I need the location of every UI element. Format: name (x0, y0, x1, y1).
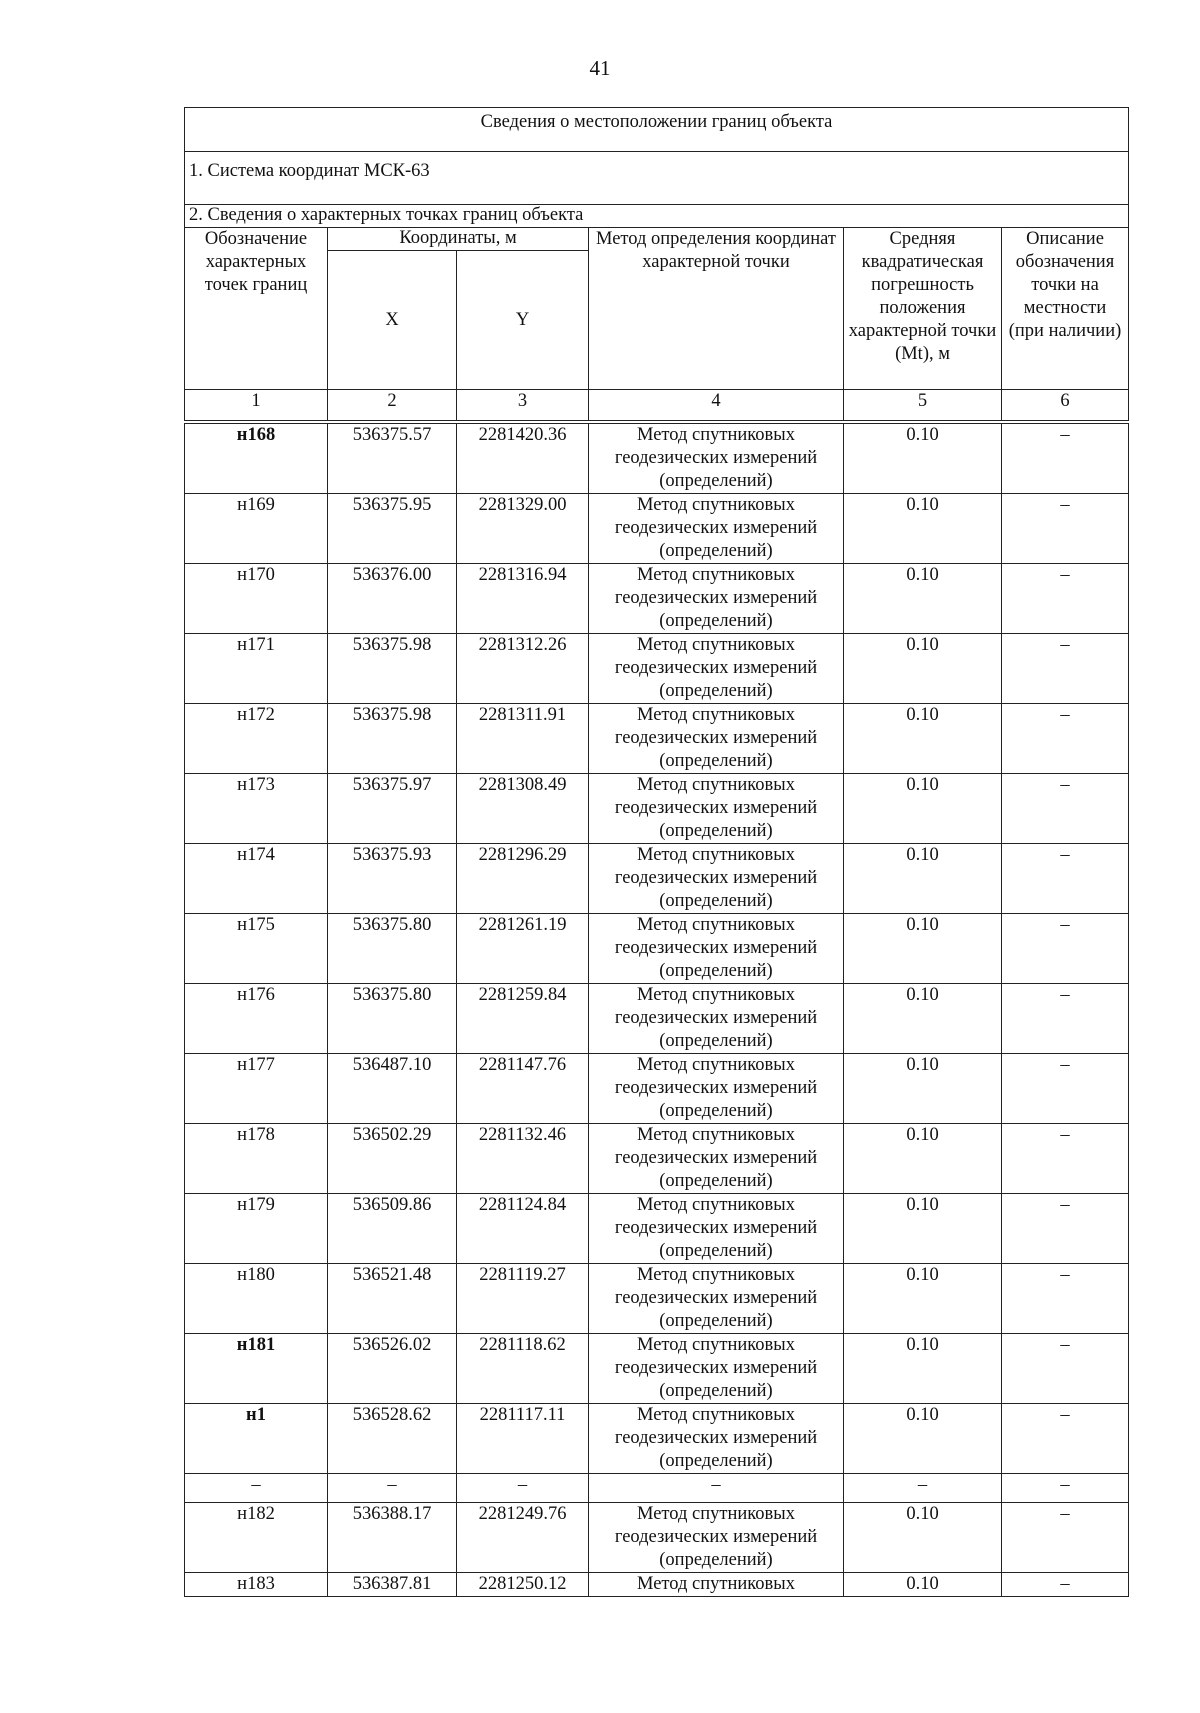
y-cell: 2281296.29 (457, 844, 589, 914)
error-cell: 0.10 (844, 1194, 1002, 1264)
x-cell: 536375.57 (328, 424, 457, 494)
y-cell: 2281124.84 (457, 1194, 589, 1264)
x-cell: 536375.95 (328, 494, 457, 564)
description-cell: – (1002, 984, 1129, 1054)
description-cell: – (1002, 1194, 1129, 1264)
header-error: Средняя квадратическая погрешность положения характерной точки (Mt), м (844, 228, 1002, 390)
separator-cell: – (328, 1474, 457, 1503)
error-cell: 0.10 (844, 564, 1002, 634)
point-cell: н179 (185, 1194, 328, 1264)
y-cell: 2281311.91 (457, 704, 589, 774)
header-method: Метод определения координат характерной точки (589, 228, 844, 390)
error-cell: 0.10 (844, 1573, 1002, 1597)
error-cell: 0.10 (844, 1404, 1002, 1474)
coordinate-system: 1. Система координат МСК-63 (185, 152, 1129, 205)
point-cell: н173 (185, 774, 328, 844)
method-cell: Метод спутниковых геодезических измерений (определений) (589, 424, 844, 494)
y-cell: 2281261.19 (457, 914, 589, 984)
point-cell: н169 (185, 494, 328, 564)
table-row (185, 984, 1129, 1054)
table-row (185, 1054, 1129, 1124)
x-cell: 536375.80 (328, 984, 457, 1054)
table-row (185, 1404, 1129, 1474)
error-cell: 0.10 (844, 774, 1002, 844)
description-cell: – (1002, 844, 1129, 914)
point-cell: н175 (185, 914, 328, 984)
y-cell: 2281259.84 (457, 984, 589, 1054)
column-number: 4 (589, 390, 844, 421)
separator-cell: – (589, 1474, 844, 1503)
point-cell: н174 (185, 844, 328, 914)
method-cell: Метод спутниковых геодезических измерений (определений) (589, 1054, 844, 1124)
point-cell: н1 (185, 1404, 328, 1474)
error-cell: 0.10 (844, 494, 1002, 564)
table-row (185, 1194, 1129, 1264)
description-cell: – (1002, 704, 1129, 774)
table-title: Сведения о местоположении границ объекта (185, 108, 1129, 152)
section-heading: 2. Сведения о характерных точках границ объекта (185, 205, 1129, 228)
method-cell: Метод спутниковых геодезических измерений (определений) (589, 774, 844, 844)
table-row (185, 424, 1129, 494)
description-cell: – (1002, 1264, 1129, 1334)
description-cell: – (1002, 1404, 1129, 1474)
x-cell: 536526.02 (328, 1334, 457, 1404)
error-cell: 0.10 (844, 704, 1002, 774)
boundary-points-table (184, 107, 1129, 1597)
y-cell: 2281118.62 (457, 1334, 589, 1404)
error-cell: 0.10 (844, 1334, 1002, 1404)
description-cell: – (1002, 494, 1129, 564)
table-row (185, 844, 1129, 914)
point-cell: н168 (185, 424, 328, 494)
error-cell: 0.10 (844, 1264, 1002, 1334)
separator-cell: – (185, 1474, 328, 1503)
method-cell: Метод спутниковых геодезических измерений (определений) (589, 704, 844, 774)
error-cell: 0.10 (844, 634, 1002, 704)
separator-cell: – (457, 1474, 589, 1503)
method-cell: Метод спутниковых геодезических измерений (определений) (589, 1404, 844, 1474)
error-cell: 0.10 (844, 844, 1002, 914)
y-cell: 2281312.26 (457, 634, 589, 704)
error-cell: 0.10 (844, 1054, 1002, 1124)
description-cell: – (1002, 774, 1129, 844)
table-row (185, 914, 1129, 984)
x-cell: 536375.98 (328, 704, 457, 774)
x-cell: 536521.48 (328, 1264, 457, 1334)
error-cell: 0.10 (844, 984, 1002, 1054)
method-cell: Метод спутниковых (589, 1573, 844, 1597)
description-cell: – (1002, 1573, 1129, 1597)
x-cell: 536375.98 (328, 634, 457, 704)
error-cell: 0.10 (844, 424, 1002, 494)
x-cell: 536375.93 (328, 844, 457, 914)
method-cell: Метод спутниковых геодезических измерений (определений) (589, 1334, 844, 1404)
x-cell: 536387.81 (328, 1573, 457, 1597)
table-row (185, 494, 1129, 564)
point-cell: н180 (185, 1264, 328, 1334)
page-number: 41 (589, 56, 611, 80)
table-row (185, 634, 1129, 704)
error-cell: 0.10 (844, 914, 1002, 984)
table-row (185, 1334, 1129, 1404)
method-cell: Метод спутниковых геодезических измерений (определений) (589, 494, 844, 564)
point-cell: н178 (185, 1124, 328, 1194)
method-cell: Метод спутниковых геодезических измерений (определений) (589, 564, 844, 634)
column-number: 2 (328, 390, 457, 421)
x-cell: 536375.80 (328, 914, 457, 984)
method-cell: Метод спутниковых геодезических измерений (определений) (589, 1124, 844, 1194)
point-cell: н170 (185, 564, 328, 634)
table-row (185, 564, 1129, 634)
x-cell: 536487.10 (328, 1054, 457, 1124)
y-cell: 2281329.00 (457, 494, 589, 564)
method-cell: Метод спутниковых геодезических измерений (определений) (589, 984, 844, 1054)
header-y: Y (457, 251, 589, 390)
method-cell: Метод спутниковых геодезических измерений (определений) (589, 634, 844, 704)
x-cell: 536528.62 (328, 1404, 457, 1474)
column-number: 6 (1002, 390, 1129, 421)
column-number: 3 (457, 390, 589, 421)
separator-cell: – (1002, 1474, 1129, 1503)
y-cell: 2281249.76 (457, 1503, 589, 1573)
method-cell: Метод спутниковых геодезических измерений (определений) (589, 914, 844, 984)
method-cell: Метод спутниковых геодезических измерений (определений) (589, 1503, 844, 1573)
description-cell: – (1002, 1124, 1129, 1194)
x-cell: 536375.97 (328, 774, 457, 844)
table-row (185, 1264, 1129, 1334)
y-cell: 2281420.36 (457, 424, 589, 494)
point-cell: н181 (185, 1334, 328, 1404)
point-cell: н172 (185, 704, 328, 774)
table-row (185, 1573, 1129, 1597)
y-cell: 2281132.46 (457, 1124, 589, 1194)
error-cell: 0.10 (844, 1124, 1002, 1194)
y-cell: 2281147.76 (457, 1054, 589, 1124)
description-cell: – (1002, 914, 1129, 984)
point-cell: н171 (185, 634, 328, 704)
description-cell: – (1002, 1054, 1129, 1124)
point-cell: н177 (185, 1054, 328, 1124)
x-cell: 536388.17 (328, 1503, 457, 1573)
description-cell: – (1002, 564, 1129, 634)
table-row (185, 1124, 1129, 1194)
description-cell: – (1002, 424, 1129, 494)
header-designation: Обозначение характерных точек границ (185, 228, 328, 390)
description-cell: – (1002, 1334, 1129, 1404)
method-cell: Метод спутниковых геодезических измерений (определений) (589, 844, 844, 914)
y-cell: 2281316.94 (457, 564, 589, 634)
method-cell: Метод спутниковых геодезических измерений (определений) (589, 1264, 844, 1334)
point-cell: н183 (185, 1573, 328, 1597)
y-cell: 2281250.12 (457, 1573, 589, 1597)
description-cell: – (1002, 1503, 1129, 1573)
y-cell: 2281117.11 (457, 1404, 589, 1474)
y-cell: 2281308.49 (457, 774, 589, 844)
method-cell: Метод спутниковых геодезических измерений (определений) (589, 1194, 844, 1264)
point-cell: н182 (185, 1503, 328, 1573)
separator-row (185, 1474, 1129, 1503)
table-row (185, 704, 1129, 774)
separator-cell: – (844, 1474, 1002, 1503)
x-cell: 536376.00 (328, 564, 457, 634)
table-row (185, 774, 1129, 844)
error-cell: 0.10 (844, 1503, 1002, 1573)
x-cell: 536509.86 (328, 1194, 457, 1264)
table-row (185, 1503, 1129, 1573)
header-description: Описание обозначения точки на местности (при наличии) (1002, 228, 1129, 390)
column-number: 5 (844, 390, 1002, 421)
header-x: X (328, 251, 457, 390)
header-coordinates: Координаты, м (328, 228, 589, 251)
column-number: 1 (185, 390, 328, 421)
point-cell: н176 (185, 984, 328, 1054)
x-cell: 536502.29 (328, 1124, 457, 1194)
y-cell: 2281119.27 (457, 1264, 589, 1334)
description-cell: – (1002, 634, 1129, 704)
